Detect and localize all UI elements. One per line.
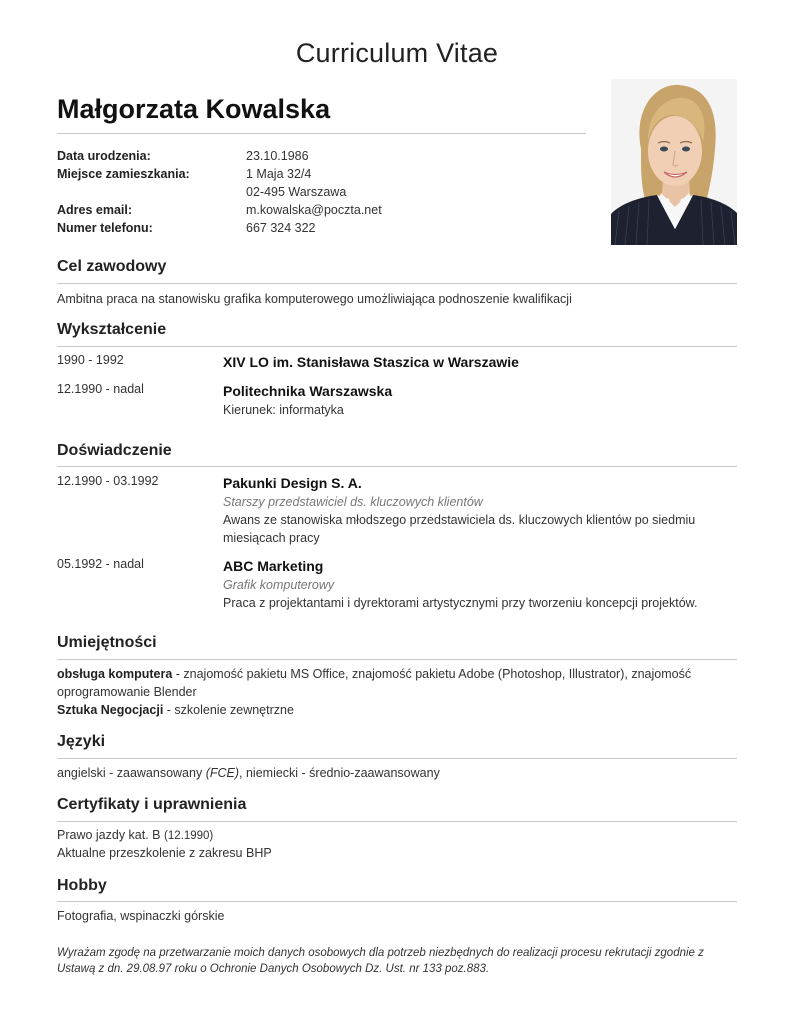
languages-part-2: (FCE) (205, 766, 240, 780)
education-entry-1 (223, 352, 737, 372)
phone-value: 667 324 322 (246, 221, 316, 235)
education-entry-2 (223, 381, 737, 419)
languages-part-1: angielski - zaawansowany (57, 766, 206, 780)
education-detail-2: Kierunek: informatyka (223, 403, 344, 417)
goal-divider (57, 283, 737, 284)
birth-value: 23.10.1986 (246, 149, 309, 163)
portrait-image (611, 79, 737, 245)
skills-line-1 (57, 665, 737, 701)
experience-heading: Doświadczenie (57, 442, 172, 459)
personal-data (57, 147, 382, 237)
experience-divider (57, 466, 737, 467)
education-title-2: Politechnika Warszawska (223, 383, 393, 399)
goal-text: Ambitna praca na stanowisku grafika komputerowego umożliwiająca podnoszenie kwalifikacji (57, 292, 572, 306)
certificate-1-main: Prawo jazdy kat. B (57, 828, 164, 842)
address-label: Miejsce zamieszkania: (57, 167, 190, 181)
email-value: m.kowalska@poczta.net (246, 203, 382, 217)
experience-date-2: 05.1992 - nadal (57, 557, 144, 571)
skill-1-desc: - znajomość pakietu MS Office, znajomość pakietu Adobe (Photoshop, Illustrator), znajomość oprogramowanie Blender (57, 667, 692, 699)
skills-divider (57, 659, 737, 660)
certificates-divider (57, 821, 737, 822)
phone-label: Numer telefonu: (57, 221, 153, 235)
languages-part-3: , niemiecki - średnio-zaawansowany (239, 766, 440, 780)
education-heading: Wykształcenie (57, 321, 167, 338)
skills-heading: Umiejętności (57, 634, 157, 651)
hobby-heading: Hobby (57, 877, 107, 894)
certificate-line-1 (57, 826, 213, 845)
education-date-1: 1990 - 1992 (57, 353, 124, 367)
experience-entry-1 (223, 473, 737, 547)
address-row-2 (57, 183, 382, 201)
hobby-divider (57, 901, 737, 902)
certificate-1-date: (12.1990) (164, 830, 214, 842)
address-line2: 02-495 Warszawa (246, 185, 347, 199)
email-label: Adres email: (57, 203, 133, 217)
person-name: Małgorzata Kowalska (57, 94, 331, 124)
address-line1: 1 Maja 32/4 (246, 167, 312, 181)
address-row (57, 165, 382, 183)
experience-role-2: Grafik komputerowy (223, 578, 335, 592)
email-row (57, 201, 382, 219)
education-date-2: 12.1990 - nadal (57, 382, 144, 396)
name-divider (57, 133, 586, 134)
goal-heading: Cel zawodowy (57, 258, 167, 275)
languages-text (57, 764, 440, 782)
hobby-text: Fotografia, wspinaczki górskie (57, 909, 225, 923)
education-divider (57, 346, 737, 347)
birth-label: Data urodzenia: (57, 149, 151, 163)
profile-photo (611, 79, 737, 245)
phone-row (57, 219, 382, 237)
experience-entry-2 (223, 556, 737, 612)
document-title: Curriculum Vitae (295, 38, 499, 68)
certificate-line-2: Aktualne przeszkolenie z zakresu BHP (57, 846, 272, 860)
certificates-heading: Certyfikaty i uprawnienia (57, 796, 247, 813)
languages-divider (57, 758, 737, 759)
experience-desc-2: Praca z projektantami i dyrektorami artystycznymi przy tworzeniu koncepcji projektów. (223, 596, 698, 610)
experience-company-2: ABC Marketing (223, 558, 324, 574)
skills-line-2 (57, 701, 737, 719)
experience-company-1: Pakunki Design S. A. (223, 475, 362, 491)
experience-role-1: Starszy przedstawiciel ds. kluczowych klientów (223, 495, 483, 509)
gdpr-consent-clause: Wyrażam zgodę na przetwarzanie moich danych osobowych dla potrzeb niezbędnych do realizacji procesu rekrutacji zgodnie z Ustawą z dn. 29.08.97 roku o Ochronie Danych Osobowych Dz. Ust. nr 133 poz.883. (57, 947, 704, 975)
experience-desc-1: Awans ze stanowiska młodszego przedstawiciela ds. kluczowych klientów po siedmiu miesiącach pracy (223, 513, 696, 545)
experience-date-1: 12.1990 - 03.1992 (57, 474, 159, 488)
skill-2-desc: - szkolenie zewnętrzne (163, 703, 294, 717)
skill-1-name: obsługa komputera (57, 667, 173, 681)
education-title-1: XIV LO im. Stanisława Staszica w Warszawie (223, 354, 519, 370)
languages-heading: Języki (57, 733, 106, 750)
birth-row (57, 147, 382, 165)
skill-2-name: Sztuka Negocjacji (57, 703, 164, 717)
